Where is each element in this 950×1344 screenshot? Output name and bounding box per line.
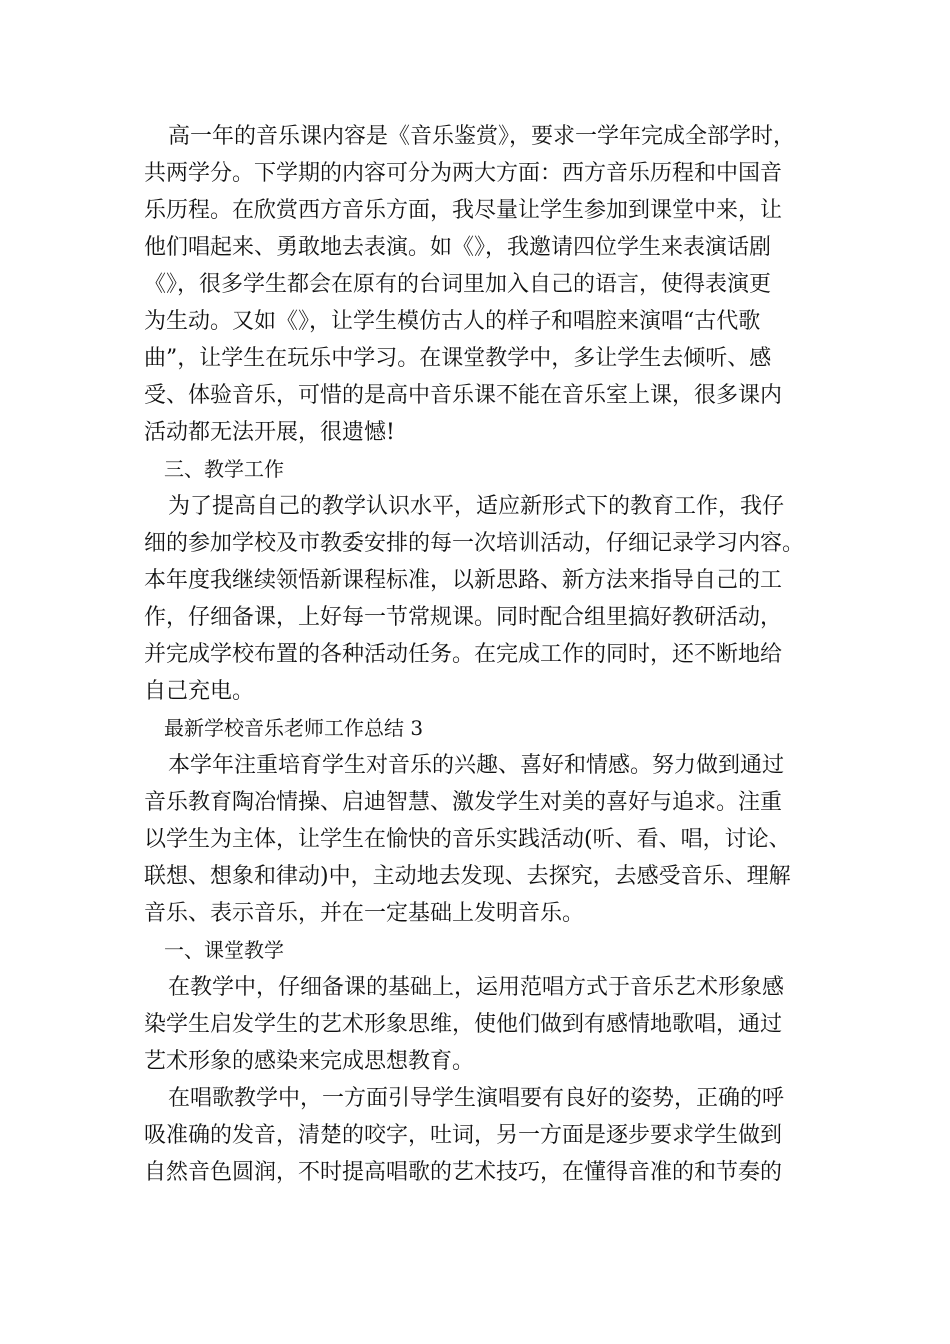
text-line: 自然音色圆润，不时提高唱歌的艺术技巧，在懂得音准的和节奏的 [144,1160,783,1185]
section-heading-teaching-work: 三、教学工作 [164,457,284,481]
text-line: 在教学中，仔细备课的基础上，运用范唱方式于音乐艺术形象感 [168,975,785,1000]
paragraph-teaching-work [144,488,814,710]
text-line: 自己充电。 [144,679,255,704]
paragraph-music-appreciation [144,118,814,451]
text-line: 为生动。又如《》，让学生模仿古人的样子和唱腔来演唱“古代歌 [144,309,761,334]
paragraph-singing [144,1080,814,1191]
text-line: 活动都无法开展，很遗憾! [144,420,395,445]
text-line: 本年度我继续领悟新课程标准，以新思路、新方法来指导自己的工 [144,568,783,593]
paragraph-classroom [144,969,814,1080]
text-line: 音乐、表示音乐，并在一定基础上发明音乐。 [144,901,585,926]
text-line: 受、体验音乐，可惜的是高中音乐课不能在音乐室上课，很多课内 [144,383,783,408]
text-line: 以学生为主体，让学生在愉快的音乐实践活动(听、看、唱，讨论、 [144,827,791,852]
text-line: 曲”，让学生在玩乐中学习。在课堂教学中，多让学生去倾听、感 [144,346,772,371]
text-line: 细的参加学校及市教委安排的每一次培训活动，仔细记录学习内容。 [144,531,805,556]
text-line: 并完成学校布置的各种活动任务。在完成工作的同时，还不断地给 [144,642,783,667]
text-line: 在唱歌教学中，一方面引导学生演唱要有良好的姿势，正确的呼 [168,1086,785,1111]
text-line: 音乐教育陶冶情操、启迪智慧、激发学生对美的喜好与追求。注重 [144,790,783,815]
text-line: 乐历程。在欣赏西方音乐方面，我尽量让学生参加到课堂中来，让 [144,198,783,223]
text-line: 艺术形象的感染来完成思想教育。 [144,1049,475,1074]
text-line: 作，仔细备课，上好每一节常规课。同时配合组里搞好教研活动， [144,605,783,630]
text-line: 共两学分。下学期的内容可分为两大方面：西方音乐历程和中国音 [144,161,783,186]
section-heading-classroom: 一、课堂教学 [164,938,284,962]
paragraph-interest [144,747,814,932]
document-body [144,118,814,1191]
text-line: 高一年的音乐课内容是《音乐鉴赏》，要求一学年完成全部学时， [168,124,796,149]
section-heading-summary-3: 最新学校音乐老师工作总结 3 [164,716,424,740]
text-line: 染学生启发学生的艺术形象思维，使他们做到有感情地歌唱，通过 [144,1012,783,1037]
text-line: 为了提高自己的教学认识水平，适应新形式下的教育工作，我仔 [168,494,785,519]
text-line: 吸准确的发音，清楚的咬字，吐词，另一方面是逐步要求学生做到 [144,1123,783,1148]
text-line: 本学年注重培育学生对音乐的兴趣、喜好和情感。努力做到通过 [168,753,785,778]
text-line: 联想、想象和律动)中，主动地去发现、去探究，去感受音乐、理解 [144,864,791,889]
text-line: 他们唱起来、勇敢地去表演。如《》，我邀请四位学生来表演话剧 [144,235,772,260]
text-line: 《》，很多学生都会在原有的台词里加入自己的语言，使得表演更 [144,272,772,297]
